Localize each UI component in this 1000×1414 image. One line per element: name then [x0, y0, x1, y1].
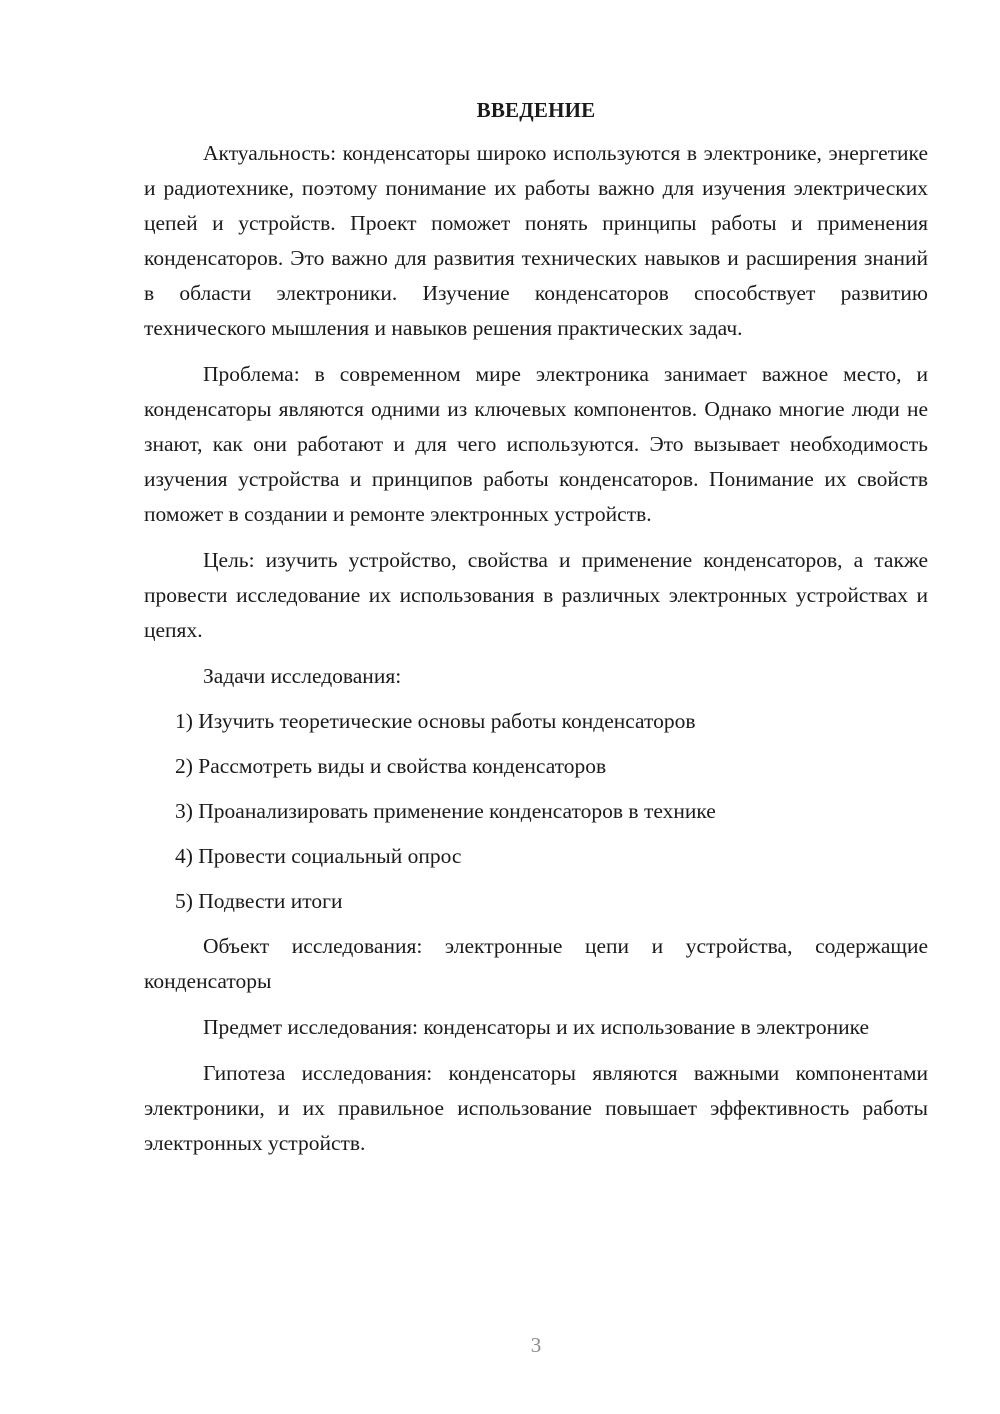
subject-paragraph: Предмет исследования: конденсаторы и их использование в электронике: [203, 1015, 870, 1039]
tasks-title: Задачи исследования:: [203, 664, 402, 688]
task-item-1: 1) Изучить теоретические основы работы конденсаторов: [175, 709, 696, 733]
task-item-2: 2) Рассмотреть виды и свойства конденсаторов: [175, 754, 607, 778]
task-item-3: 3) Проанализировать применение конденсаторов в технике: [175, 799, 716, 823]
relevance-paragraph: Актуальность: конденсаторы широко используются в электронике, энергетике и радиотехнике, поэтому понимание их работы важно для изучения электрических цепей и устройств. Проект поможет понять принципы работы и применения конденсаторов. Это важно для развития технических навыков и расширения знаний в области электроники. Изучение конденсаторов способствует развитию технического мышления и навыков решения практических задач.: [144, 141, 928, 340]
page-number: 3: [530, 1333, 542, 1357]
object-paragraph: Объект исследования: электронные цепи и устройства, содержащие конденсаторы: [144, 934, 928, 993]
task-item-5: 5) Подвести итоги: [175, 889, 343, 913]
goal-paragraph: Цель: изучить устройство, свойства и применение конденсаторов, а также провести исследование их использования в различных электронных устройствах и цепях.: [144, 548, 928, 642]
problem-paragraph: Проблема: в современном мире электроника занимает важное место, и конденсаторы являются одними из ключевых компонентов. Однако многие люди не знают, как они работают и для чего используются. Это вызывает необходимость изучения устройства и принципов работы конденсаторов. Понимание их свойств поможет в создании и ремонте электронных устройств.: [144, 362, 928, 526]
task-item-4: 4) Провести социальный опрос: [175, 844, 462, 868]
tasks-list: [144, 704, 928, 919]
page-content: [144, 94, 928, 1172]
hypothesis-paragraph: Гипотеза исследования: конденсаторы являются важными компонентами электроники, и их правильное использование повышает эффективность работы электронных устройств.: [144, 1061, 928, 1155]
section-heading: ВВЕДЕНИЕ: [476, 98, 596, 122]
